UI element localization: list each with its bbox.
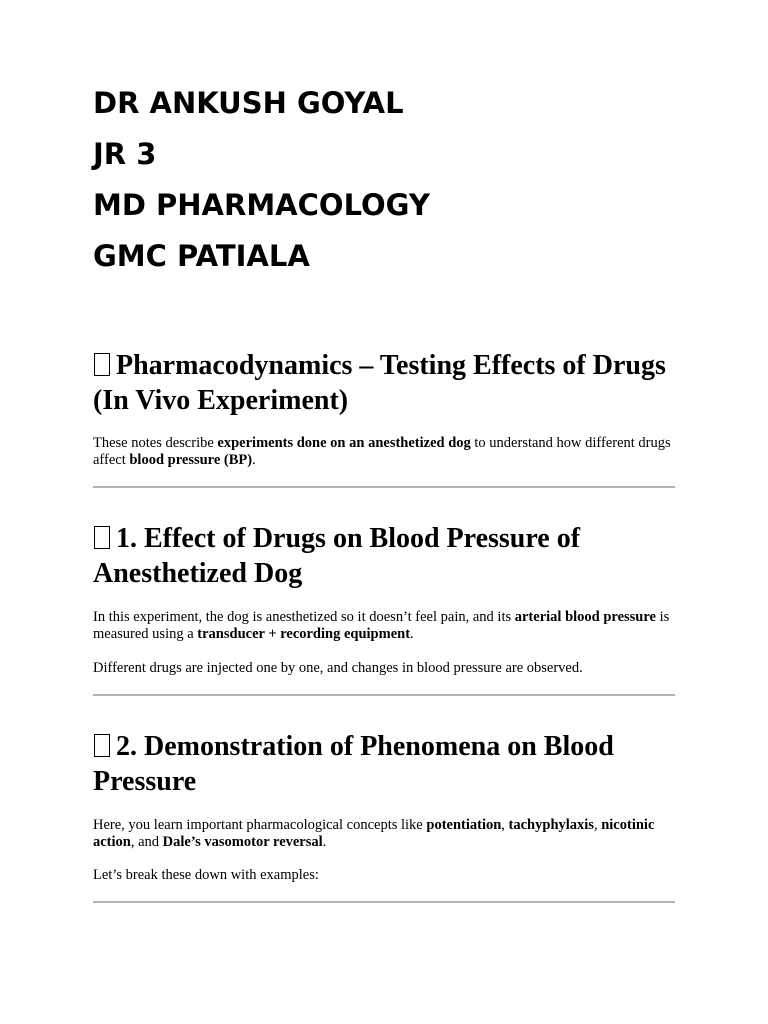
author-name: DR ANKUSH GOYAL (93, 86, 404, 120)
section-divider (93, 694, 675, 696)
section-divider (93, 486, 675, 488)
author-position: JR 3 (93, 137, 157, 171)
section-divider (93, 901, 675, 903)
missing-glyph-icon (94, 353, 110, 376)
bold-text-run: tachyphylaxis (508, 817, 594, 833)
document-page (93, 0, 675, 903)
bold-text-run: blood pressure (BP) (129, 452, 253, 468)
text-run: , and (130, 834, 163, 850)
bold-text-run: arterial blood pressure (514, 609, 656, 625)
text-run: In this experiment, the dog is anesthetized so it doesn’t feel pain, and its (93, 609, 515, 625)
bold-text-run: Dale’s vasomotor reversal (162, 834, 323, 850)
author-degree: MD PHARMACOLOGY (93, 188, 430, 222)
bold-text-run: potentiation (426, 817, 502, 833)
author-block (93, 0, 675, 282)
author-institution: GMC PATIALA (93, 239, 310, 273)
section-paragraph (93, 435, 675, 469)
text-run: . (322, 834, 327, 850)
bold-text-run: nicotinic action (93, 817, 655, 850)
section-heading-text: 2. Demonstration of Phenomena on Blood Pressure (93, 731, 614, 797)
section-paragraph (93, 817, 675, 851)
section-heading-text: Pharmacodynamics – Testing Effects of Drugs (In Vivo Experiment) (93, 350, 666, 416)
section-paragraph (93, 867, 675, 884)
text-run: These notes describe (93, 435, 218, 451)
missing-glyph-icon (94, 526, 110, 549)
missing-glyph-icon (94, 734, 110, 757)
section-heading-effect-of-drugs (93, 521, 675, 591)
text-run: is measured using a (93, 609, 670, 642)
section-paragraph (93, 660, 675, 677)
section-paragraph (93, 609, 675, 643)
section-heading-phenomena (93, 729, 675, 799)
section-heading-pharmacodynamics (93, 348, 675, 418)
text-run: Here, you learn important pharmacological concepts like (93, 817, 427, 833)
text-run: . (410, 626, 414, 642)
text-run: , (501, 817, 509, 833)
bold-text-run: experiments done on an anesthetized dog (217, 435, 471, 451)
text-run: , (593, 817, 602, 833)
text-run: Different drugs are injected one by one, and changes in blood pressure are observed. (93, 660, 583, 676)
section-heading-text: 1. Effect of Drugs on Blood Pressure of Anesthetized Dog (93, 523, 581, 589)
text-run: . (252, 452, 256, 468)
text-run: Let’s break these down with examples: (93, 867, 319, 883)
text-run: to understand how different drugs affect (93, 435, 671, 468)
bold-text-run: transducer + recording equipment (197, 626, 411, 642)
